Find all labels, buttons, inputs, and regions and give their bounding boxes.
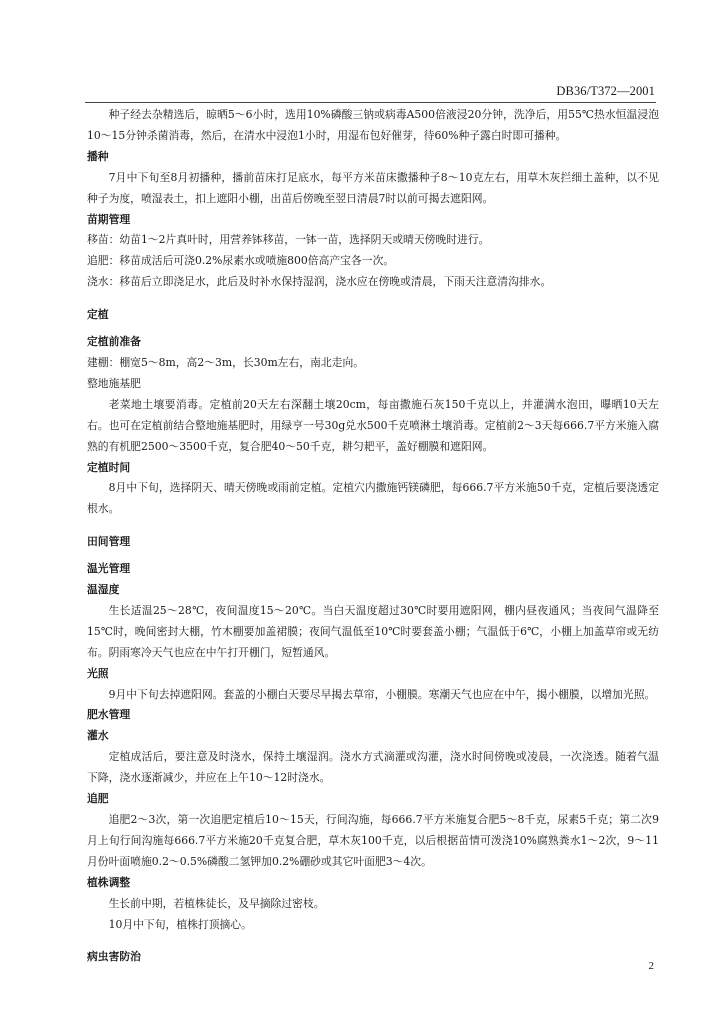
page-number: 2 [648,960,654,972]
temp-paragraph: 生长适温25～28℃，夜间温度15～20℃。当白天温度超过30℃时要用遮阳网，棚内昼夜通风；当夜间气温降至15℃时，晚间密封大棚，竹木棚要加盖裙膜；夜间气温低至10℃时要套盖小棚；气温低于6℃，小棚上加盖草帘或无纺布。阴雨寒冷天气也应在中午打开棚门，短暂通风。 [87,603,659,659]
land-paragraph: 老菜地土壤要消毒。定植前20天左右深翻土壤20cm，每亩撒施石灰150千克以上，并灌满水泡田，曝晒10天左右。也可在定植前结合整地施基肥时，用绿亨一号30g兑水500千克喷淋土壤消毒。定植前2～3天每666.7平方米施入腐熟的有机肥2500～3500千克，复合肥40～50千克，耕匀耙平，盖好棚膜和遮阳网。 [87,397,659,453]
header-rule [85,102,656,103]
irrig-paragraph: 定植成活后，要注意及时浇水，保持土壤湿润。浇水方式滴灌或沟灌，浇水时间傍晚或凌晨，一次浇透。随着气温下降，浇水逐渐减少，并应在上午10～12时浇水。 [87,750,659,785]
topdress-heading: 追肥 [87,792,109,806]
land-heading: 整地施基肥 [87,376,141,390]
time-heading: 定植时间 [87,460,131,474]
fert-heading: 肥水管理 [87,708,131,722]
transplant-line: 移苗：幼苗1～2片真叶时，用营养钵移苗，一钵一苗，选择阴天或晴天傍晚时进行。 [87,233,490,247]
adjust-heading: 植株调整 [87,875,131,889]
page-content [87,105,659,968]
shed-line: 建棚：棚宽5～8m，高2～3m，长30m左右，南北走向。 [87,355,365,369]
topdress-paragraph: 追肥2～3次，第一次追肥定植后10～15天，行间沟施，每666.7平方米施复合肥5～8千克，尿素5千克；第二次9月上旬行间沟施每666.7平方米施20千克复合肥，草木灰100千克，以后根据苗情可泼浇10%腐熟粪水1～2次，9～11月份叶面喷施0.2～0.5%磷酸二氢钾加0.2%硼砂或其它叶面肥3～4次。 [87,813,659,868]
sowing-paragraph: 7月中下旬至8月初播种，播前苗床打足底水，每平方米苗床撒播种子8～10克左右，用草木灰拦细土盖种，以不见种子为度，喷湿表土，扣上遮阳小棚，出苗后傍晚至翌日清晨7时以前可揭去遮阳网。 [87,170,659,205]
standard-code: DB36/T372—2001 [556,84,655,98]
irrig-heading: 灌水 [87,729,109,743]
planting-heading: 定植 [87,308,109,322]
sowing-heading: 播种 [87,149,109,163]
adjust-line-2: 10月中下旬，植株打顶摘心。 [108,917,252,931]
seedling-heading: 苗期管理 [87,212,131,226]
seedling-topdress-line: 追肥：移苗成活后可浇0.2%尿素水或喷施800倍高产宝各一次。 [87,254,395,268]
prep-heading: 定植前准备 [87,335,141,349]
temp-heading: 温湿度 [87,583,120,597]
time-paragraph: 8月中下旬，选择阴天、晴天傍晚或雨前定植。定植穴内撒施钙镁磷肥，每666.7平方米施50千克，定植后要浇透定根水。 [87,481,659,516]
seedling-water-line: 浇水：移苗后立即浇足水，此后及时补水保持湿润，浇水应在傍晚或清晨，下雨天注意清沟排水。 [87,275,552,289]
seed-treatment-paragraph: 种子经去杂精选后，晾晒5～6小时，选用10%磷酸三钠或病毒A500倍液浸20分钟，洗净后，用55℃热水恒温浸泡10～15分钟杀菌消毒，然后，在清水中浸泡1小时，用湿布包好催芽，待60%种子露白时即可播种。 [87,108,659,142]
pest-heading: 病虫害防治 [87,950,141,964]
light-heading: 光照 [87,666,109,680]
climate-heading: 温光管理 [87,562,131,576]
light-paragraph: 9月中下旬去掉遮阳网。套盖的小棚白天要尽早揭去草帘，小棚膜。寒潮天气也应在中午，揭小棚膜，以增加光照。 [108,687,656,701]
adjust-line-1: 生长前中期，若植株徒长，及早摘除过密枝。 [108,896,325,910]
field-heading: 田间管理 [87,535,131,549]
